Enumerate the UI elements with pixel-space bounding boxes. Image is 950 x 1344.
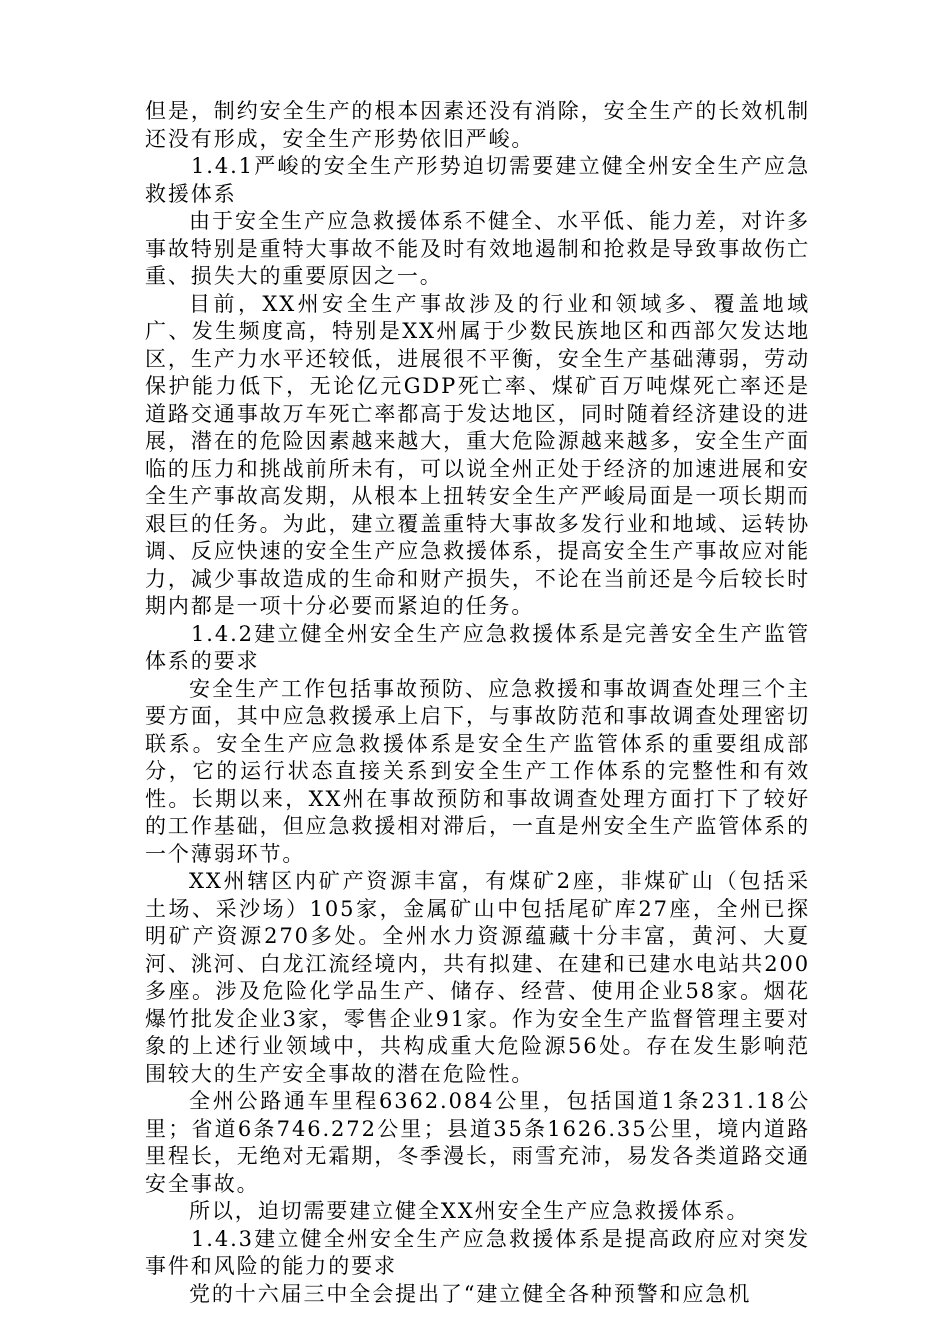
- paragraph-3: 目前，XX州安全生产事故涉及的行业和领域多、覆盖地域广、发生频度高，特别是XX州属于少数民族地区和西部欠发达地区，生产力水平还较低，进展很不平衡，安全生产基础薄弱，劳动保护能力低下，无论亿元GDP死亡率、煤矿百万吨煤死亡率还是道路交通事故万车死亡率都高于发达地区，同时随着经济建设的进展，潜在的危险因素越来越大，重大危险源越来越多，安全生产面临的压力和挑战前所未有，可以说全州正处于经济的加速进展和安全生产事故高发期，从根本上扭转安全生产严峻局面是一项长期而艰巨的任务。为此，建立覆盖重特大事故多发行业和地域、运转协调、反应快速的安全生产应急救援体系，提高安全生产事故应对能力，减少事故造成的生命和财产损失，不论在当前还是今后较长时期内都是一项十分必要而紧迫的任务。: [145, 291, 810, 618]
- section-heading-1-4-3: 1.4.3建立健全州安全生产应急救援体系是提高政府应对突发事件和风险的能力的要求: [145, 1226, 810, 1278]
- paragraph-7: 所以，迫切需要建立健全XX州安全生产应急救援体系。: [189, 1199, 750, 1223]
- paragraph-1: 但是，制约安全生产的根本因素还没有消除，安全生产的长效机制还没有形成，安全生产形势依旧严峻。: [145, 99, 810, 151]
- paragraph-5: XX州辖区内矿产资源丰富，有煤矿2座，非煤矿山（包括采土场、采沙场）105家，金属矿山中包括尾矿库27座，全州已探明矿产资源270多处。全州水力资源蕴藏十分丰富，黄河、大夏河、洮河、白龙江流经境内，共有拟建、在建和已建水电站共200多座。涉及危险化学品生产、储存、经营、使用企业58家。烟花爆竹批发企业3家，零售企业91家。作为安全生产监督管理主要对象的上述行业领域中，共构成重大危险源56处。存在发生影响范围较大的生产安全事故的潜在危险性。: [145, 869, 810, 1086]
- paragraph-8: 党的十六届三中全会提出了“建立健全各种预警和应急机: [189, 1281, 752, 1306]
- paragraph-4: 安全生产工作包括事故预防、应急救援和事故调查处理三个主要方面，其中应急救援承上启下，与事故防范和事故调查处理密切联系。安全生产应急救援体系是安全生产监管体系的重要组成部分，它的运行状态直接关系到安全生产工作体系的完整性和有效性。长期以来，XX州在事故预防和事故调查处理方面打下了较好的工作基础，但应急救援相对滞后，一直是州安全生产监管体系的一个薄弱环节。: [145, 676, 810, 866]
- section-heading-1-4-1: 1.4.1严峻的安全生产形势迫切需要建立健全州安全生产应急救援体系: [145, 154, 810, 206]
- section-heading-1-4-2: 1.4.2建立健全州安全生产应急救援体系是完善安全生产监管体系的要求: [145, 621, 810, 673]
- paragraph-2: 由于安全生产应急救援体系不健全、水平低、能力差，对许多事故特别是重特大事故不能及时有效地遏制和抢救是导致事故伤亡重、损失大的重要原因之一。: [145, 209, 810, 288]
- paragraph-6: 全州公路通车里程6362.084公里，包括国道1条231.18公里；省道6条746.272公里；县道35条1626.35公里，境内道路里程长，无绝对无霜期，冬季漫长，雨雪充沛，易发各类道路交通安全事故。: [145, 1089, 810, 1196]
